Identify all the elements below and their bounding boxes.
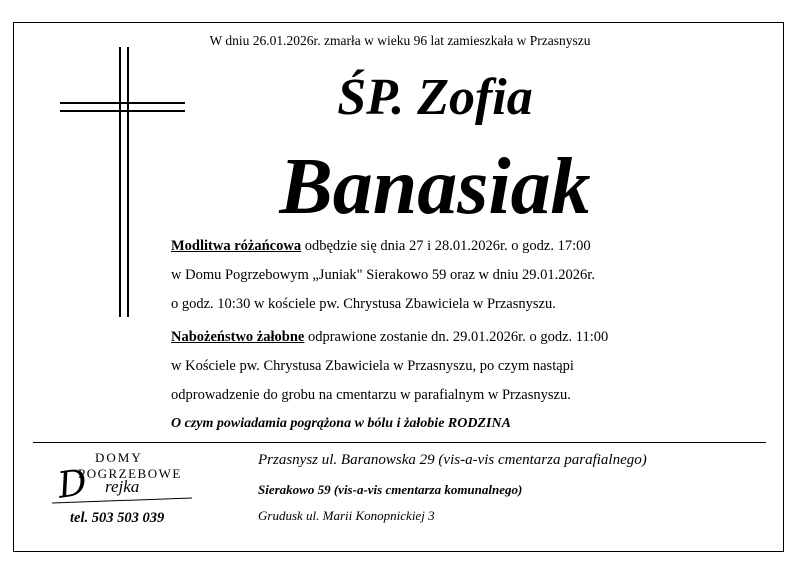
rosary-line-1-text: odbędzie się dnia 27 i 28.01.2026r. o godz. 17:00 xyxy=(301,238,591,254)
death-announcement-intro: W dniu 26.01.2026r. zmarła w wieku 96 lat zamieszkała w Przasnyszu xyxy=(209,33,591,48)
address-przasnysz: Przasnysz ul. Baranowska 29 (vis-a-vis cmentarza parafialnego) xyxy=(258,452,647,468)
rosary-line-1 xyxy=(171,232,761,261)
mass-line-1-text: odprawione zostanie dn. 29.01.2026r. o godz. 11:00 xyxy=(304,329,609,345)
address-sierakowo: Sierakowo 59 (vis-a-vis cmentarza komunalnego) xyxy=(258,482,523,497)
rosary-line-3: o godz. 10:30 w kościele pw. Chrystusa Zbawiciela w Przasnyszu. xyxy=(171,296,556,312)
deceased-surname: Banasiak xyxy=(279,143,591,231)
rosary-line-2: w Domu Pogrzebowym „Juniak" Sierakowo 59 oraz w dniu 29.01.2026r. xyxy=(171,267,595,283)
logo-line-domy: DOMY xyxy=(95,450,143,465)
logo-brand: rejka xyxy=(105,477,140,496)
funeral-mass-paragraph xyxy=(171,323,761,410)
mass-heading: Nabożeństwo żałobne xyxy=(171,329,305,345)
logo-line-pogrzebowe: POGRZEBOWE xyxy=(78,466,182,481)
funeral-home-logo xyxy=(40,450,210,535)
mass-line-3: odprowadzenie do grobu na cmentarzu w parafialnym w Przasnyszu. xyxy=(171,387,571,403)
address-grudusk: Grudusk ul. Marii Konopnickiej 3 xyxy=(258,508,435,523)
family-notice: O czym powiadamia pogrążona w bólu i żałobie RODZINA xyxy=(171,416,511,431)
phone-number: tel. 503 503 039 xyxy=(70,510,165,526)
rosary-heading: Modlitwa różańcowa xyxy=(171,238,302,254)
rosary-paragraph xyxy=(171,232,761,319)
logo-d-glyph: D xyxy=(55,462,90,507)
mass-line-2: w Kościele pw. Chrystusa Zbawiciela w Przasnyszu, po czym nastąpi xyxy=(171,358,574,374)
mass-line-1 xyxy=(171,323,761,352)
deceased-first-name: ŚP. Zofia xyxy=(337,69,533,126)
footer-divider xyxy=(33,442,766,443)
